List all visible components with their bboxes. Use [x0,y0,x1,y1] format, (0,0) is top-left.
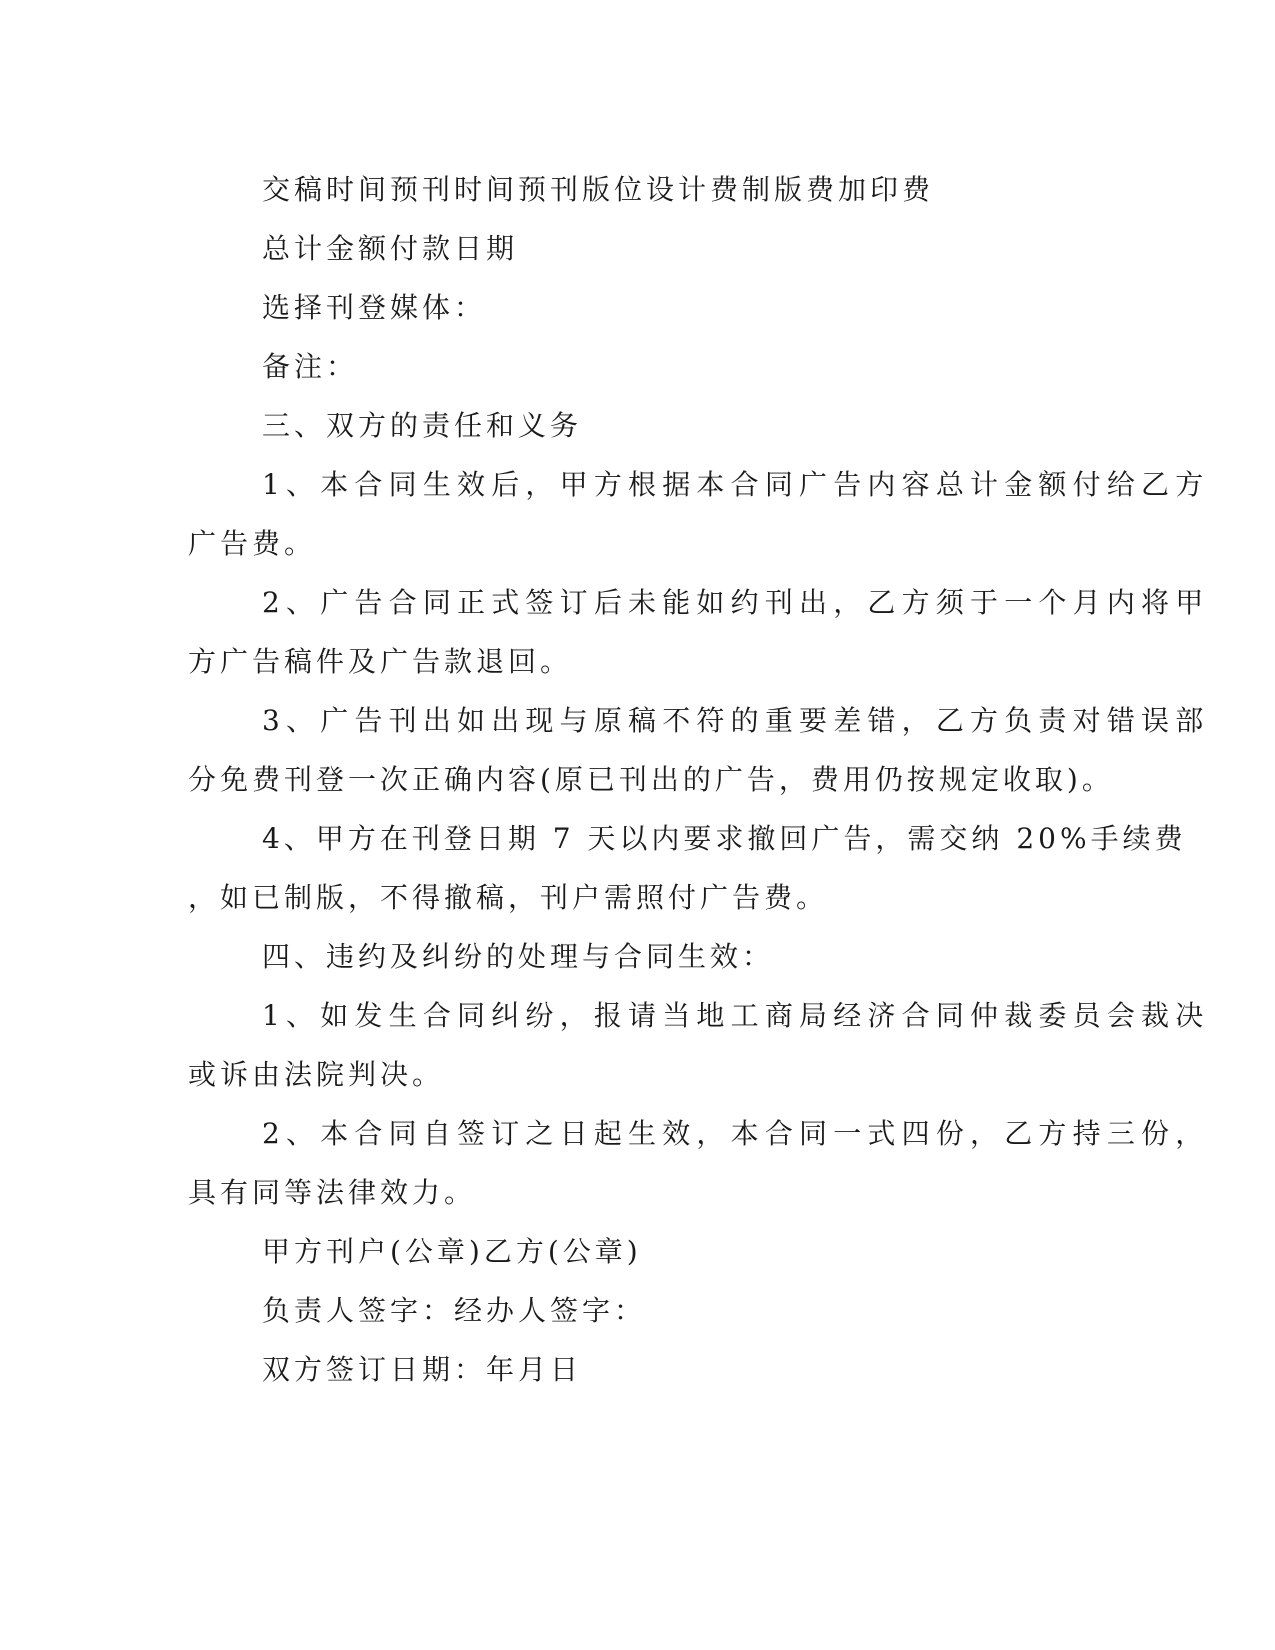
signature-parties-line: 甲方刊户(公章)乙方(公章) [262,1235,642,1268]
text-line-remarks: 备注： [262,350,359,383]
clause-3-3-line-2: 分免费刊登一次正确内容(原已刊出的广告，费用仍按规定收取)。 [188,763,1114,796]
section-heading-disputes: 四、违约及纠纷的处理与合同生效： [262,940,775,973]
clause-3-1-line-2: 广告费。 [188,527,317,560]
clause-3-4-line-2: ，如已制版，不得撤稿，刊户需照付广告费。 [188,881,829,914]
text-line-total-amount: 总计金额付款日期 [262,232,519,265]
clause-3-2-line-2: 方广告稿件及广告款退回。 [188,645,573,678]
clause-3-4-line-1: 4、甲方在刊登日期 7 天以内要求撤回广告，需交纳 20%手续费 [262,822,1187,855]
clause-3-2-line-1: 2、广告合同正式签订后未能如约刊出，乙方须于一个月内将甲 [262,586,1210,619]
clause-4-1-line-1: 1、如发生合同纠纷，报请当地工商局经济合同仲裁委员会裁决 [262,999,1210,1032]
signature-persons-line: 负责人签字：经办人签字： [262,1294,647,1327]
clause-3-3-line-1: 3、广告刊出如出现与原稿不符的重要差错，乙方负责对错误部 [262,704,1210,737]
section-heading-responsibilities: 三、双方的责任和义务 [262,409,583,442]
text-line-fees-header: 交稿时间预刊时间预刊版位设计费制版费加印费 [262,173,935,206]
clause-4-2-line-2: 具有同等法律效力。 [188,1176,477,1209]
clause-3-1-line-1: 1、本合同生效后，甲方根据本合同广告内容总计金额付给乙方 [262,468,1210,501]
text-line-media: 选择刊登媒体： [262,291,487,324]
clause-4-2-line-1: 2、本合同自签订之日起生效，本合同一式四份，乙方持三份， [262,1117,1210,1150]
clause-4-1-line-2: 或诉由法院判决。 [188,1058,445,1091]
signing-date-line: 双方签订日期：年月日 [262,1353,583,1386]
